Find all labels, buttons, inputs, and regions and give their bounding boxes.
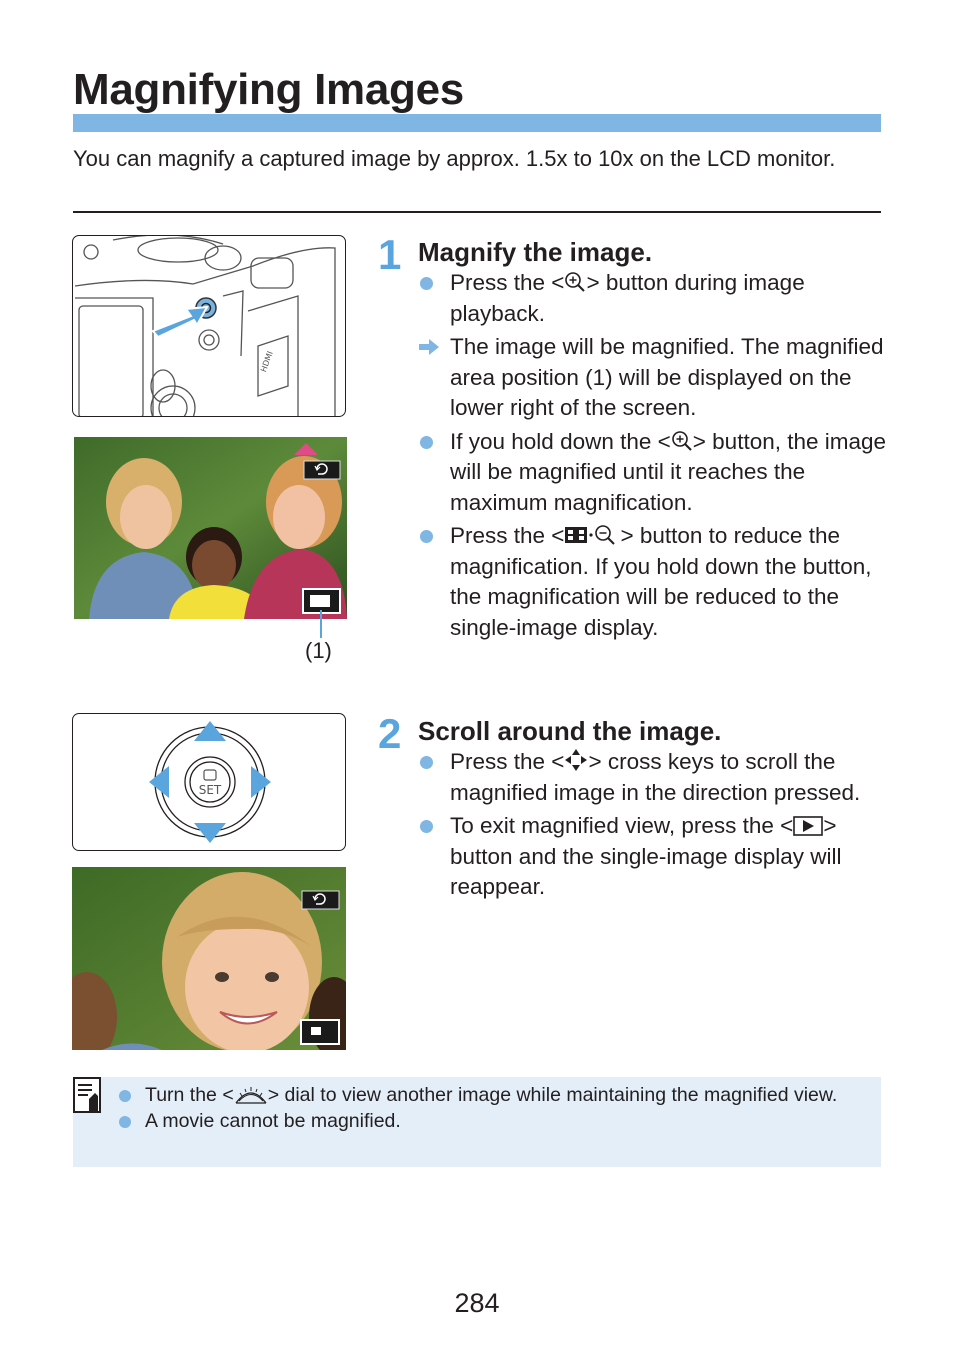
list-item: Press the < > button to reduce the magnification. If you hold down the button, the magnification will be reduced to the single-image display. (418, 521, 888, 643)
svg-text:SET: SET (198, 783, 222, 797)
playback-photo-children (74, 437, 347, 619)
step-title: Scroll around the image. (418, 716, 722, 746)
area-position-label: (1) (305, 638, 332, 663)
cross-keys-illustration (72, 713, 346, 851)
bullet-dot (420, 436, 433, 449)
memo-icon (73, 1077, 101, 1113)
bullet-dot (119, 1090, 131, 1102)
list-item: The image will be magnified. The magnified area position (1) will be displayed on the lower right of the screen. (418, 332, 888, 424)
list-item: To exit magnified view, press the < > button and the single-image display will reappear. (418, 811, 888, 903)
page-number: 284 (454, 1288, 500, 1318)
magnify-plus-icon (564, 271, 586, 293)
step-title: Magnify the image. (418, 237, 653, 267)
bullet-dot (420, 530, 433, 543)
bullet-dot (420, 756, 433, 769)
index-magnify-minus-icon (564, 524, 620, 546)
divider (73, 211, 881, 213)
main-dial-icon (234, 1086, 268, 1104)
result-arrow-icon (418, 336, 440, 358)
step-2-list (418, 747, 888, 906)
playback-icon (793, 816, 823, 836)
list-item: If you hold down the < > button, the image will be magnified until it reaches the maximum magnification. (418, 427, 888, 519)
list-item: Press the < > cross keys to scroll the magnified image in the direction pressed. (418, 747, 888, 808)
cross-keys-icon (564, 748, 588, 772)
svg-text:HDMI: HDMI (259, 350, 275, 374)
note-box (73, 1077, 881, 1167)
intro-text: You can magnify a captured image by approx. 1.5x to 10x on the LCD monitor. (73, 146, 836, 171)
list-item: Turn the < > dial to view another image while maintaining the magnified view. (115, 1083, 865, 1109)
magnified-photo (72, 867, 346, 1050)
leader-line (320, 610, 322, 638)
step-number: 2 (378, 710, 402, 757)
step-number: 1 (378, 231, 402, 278)
bullet-dot (420, 820, 433, 833)
magnify-plus-icon (671, 430, 693, 452)
camera-illustration (72, 235, 346, 417)
bullet-dot (420, 277, 433, 290)
list-item: Press the < > button during image playback. (418, 268, 888, 329)
bullet-dot (119, 1116, 131, 1128)
page-title: Magnifying Images (73, 65, 464, 114)
step-1-list (418, 268, 888, 646)
note-list (115, 1083, 865, 1134)
title-bar (73, 114, 881, 132)
list-item: A movie cannot be magnified. (115, 1109, 865, 1135)
